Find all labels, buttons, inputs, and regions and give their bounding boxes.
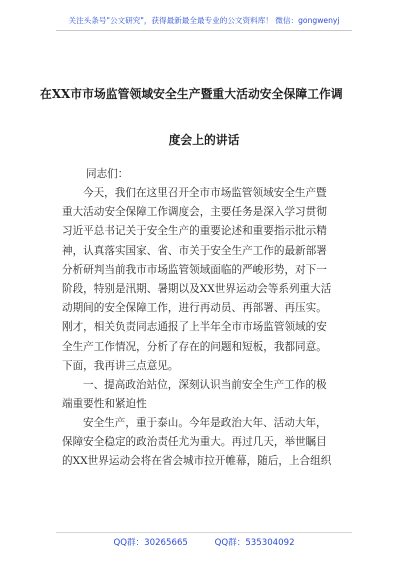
- paragraph-line: 分析研判当前我市市场监管领域面临的严峻形势，对下一: [62, 263, 327, 276]
- paragraph-line: 今天，我们在这里召开全市市场监管领域安全生产暨: [83, 187, 327, 199]
- header-divider: [56, 30, 352, 31]
- paragraph-line: 保障安全稳定的政治责任尤为重大。再过几天，举世瞩目: [62, 436, 327, 449]
- footer-contact: QQ群：30265665 QQ群：535304092: [113, 538, 295, 548]
- paragraph-1: [62, 184, 348, 376]
- footer-divider: [56, 532, 352, 533]
- document-title-line-2: 度会上的讲话: [168, 133, 240, 147]
- paragraph-line: 的XX世界运动会将在省会城市拉开帷幕，随后，上合组织: [62, 455, 332, 468]
- document-title-line-1: 在XX市市场监管领域安全生产暨重大活动安全保障工作调: [40, 87, 343, 101]
- paragraph-2: [62, 414, 348, 472]
- header-note: 关注头条号"公文研究"，获得最新最全最专业的公文资料库！ 微信：gongwenyj: [68, 16, 340, 25]
- paragraph-line: 习近平总书记关于安全生产的重要论述和重要指示批示精: [62, 225, 327, 238]
- paragraph-line: 动期间的安全保障工作，进行再动员、再部署、再压实。: [62, 302, 327, 315]
- paragraph-line: 下面，我再讲三点意见。: [62, 359, 179, 372]
- paragraph-line: 刚才，相关负责同志通报了上半年全市市场监管领域的安: [62, 321, 327, 334]
- paragraph-line: 神，认真落实国家、省、市关于安全生产工作的最新部署: [62, 244, 327, 257]
- section-heading-line: 端重要性和紧迫性: [62, 398, 147, 411]
- section-heading-1: [62, 376, 348, 414]
- section-heading-line: 一、提高政治站位，深刻认识当前安全生产工作的极: [83, 379, 327, 391]
- paragraph-line: 重大活动安全保障工作调度会，主要任务是深入学习贯彻: [62, 206, 327, 219]
- paragraph-line: 安全生产，重于泰山。今年是政治大年、活动大年，: [83, 417, 327, 429]
- paragraph-line: 阶段，特别是汛期、暑期以及XX世界运动会等系列重大活: [62, 282, 332, 295]
- paragraph-line: 全生产工作情况，分析了存在的问题和短板，我都同意。: [62, 340, 327, 353]
- greeting: 同志们：: [86, 168, 129, 180]
